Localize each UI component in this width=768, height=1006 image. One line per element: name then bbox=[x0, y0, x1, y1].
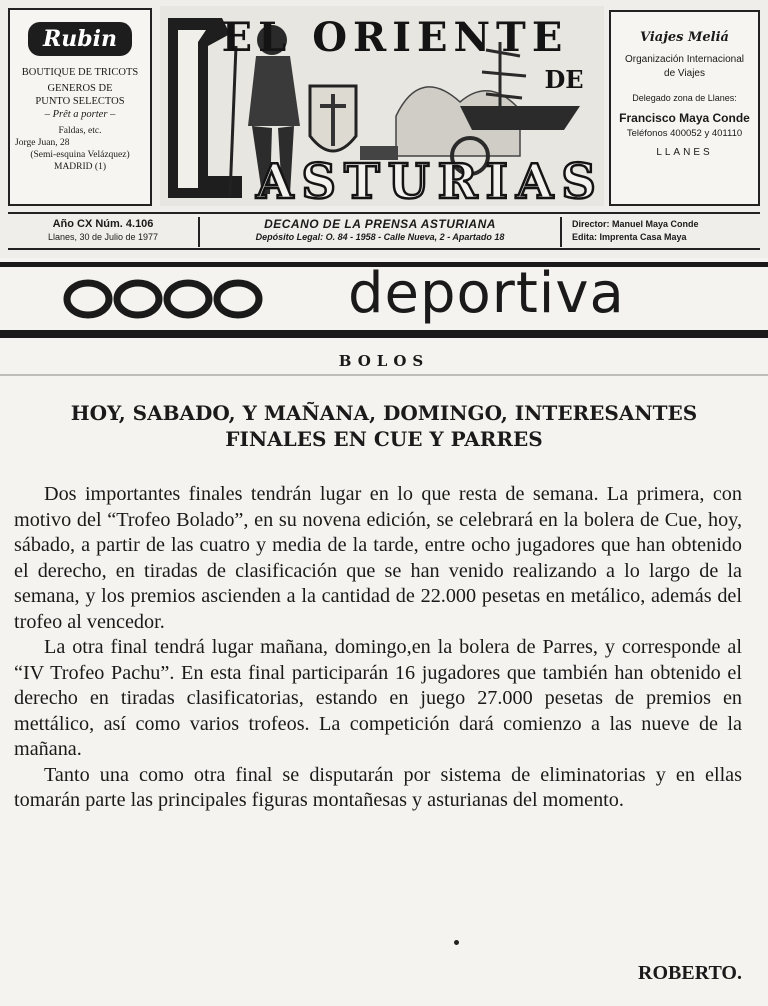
publication-info bbox=[200, 217, 562, 247]
ad-text: Delegado zona de Llanes: bbox=[632, 93, 737, 103]
ad-text: – Prêt a porter – bbox=[44, 109, 116, 120]
masthead-title-de: DE bbox=[544, 65, 584, 94]
banner-bottom-rule bbox=[0, 330, 768, 338]
section-divider bbox=[0, 374, 768, 376]
ad-text: Faldas, etc. bbox=[58, 126, 102, 136]
issue-date: Llanes, 30 de Julio de 1977 bbox=[47, 232, 159, 242]
issue-info bbox=[8, 217, 200, 247]
article-signature: ROBERTO. bbox=[638, 962, 742, 984]
section-label: BOLOS bbox=[338, 352, 430, 370]
article-paragraph: Tanto una como otra final se disputarán por sistema de eliminatorias y en ellas tomarán parte las principales figuras montañesas y asturianas del momento. bbox=[14, 763, 742, 811]
ad-text: Jorge Juan, 28 bbox=[15, 138, 70, 148]
section-banner-title: deportiva bbox=[348, 261, 625, 326]
ad-text: Organización Internacional bbox=[625, 54, 744, 65]
ad-text: MADRID (1) bbox=[54, 162, 106, 172]
ad-phones: Teléfonos 400052 y 401110 bbox=[626, 128, 743, 139]
masthead-title-top: EL ORIENTE bbox=[221, 14, 569, 61]
publication-motto: DECANO DE LA PRENSA ASTURIANA bbox=[264, 217, 496, 231]
masthead-info-bar bbox=[8, 212, 760, 250]
director: Director: Manuel Maya Conde bbox=[572, 219, 699, 229]
ad-text: (Semi-esquina Velázquez) bbox=[30, 150, 130, 160]
masthead-title-art bbox=[160, 6, 604, 206]
ad-city: LLANES bbox=[656, 147, 713, 158]
article-body bbox=[14, 482, 742, 814]
viajes-melia-advertisement bbox=[609, 10, 760, 206]
issue-number: Año CX Núm. 4.106 bbox=[52, 218, 154, 230]
separator-dot bbox=[454, 940, 459, 945]
ad-text: GENEROS DE bbox=[47, 83, 113, 94]
editorial-info bbox=[562, 217, 760, 247]
masthead bbox=[0, 0, 768, 258]
article-headline: HOY, SABADO, Y MAÑANA, DOMINGO, INTERESANTES FINALES EN CUE Y PARRES bbox=[70, 401, 698, 451]
masthead-title-bottom: ASTURIAS bbox=[256, 154, 604, 206]
ad-text: PUNTO SELECTOS bbox=[35, 96, 125, 107]
article-paragraph: La otra final tendrá lugar mañana, domingo,en la bolera de Parres, y corresponde al “IV Trofeo Pachu”. En esta final participarán 16 jugadores que también han obtenido el derecho en tiradas clasificatorias, estando en juego 27.000 pesetas de premios en mettálico, así como varios trofeos. La competición dará comienzo a las nueve de la mañana. bbox=[14, 636, 742, 760]
melia-brand: Viajes Meliá bbox=[639, 30, 729, 45]
rubin-advertisement bbox=[8, 8, 152, 206]
printer: Edita: Imprenta Casa Maya bbox=[572, 232, 687, 242]
legal-deposit: Depósito Legal: O. 84 - 1958 - Calle Nueva, 2 - Apartado 18 bbox=[255, 232, 505, 242]
delegate-name: Francisco Maya Conde bbox=[619, 111, 750, 125]
article-paragraph: Dos importantes finales tendrán lugar en lo que resta de semana. La primera, con motivo del “Trofeo Bolado”, en su novena edición, se celebrará en la bolera de Cue, hoy, sábado, a partir de las cuatro y media de la tarde, entre ocho jugadores que han obtenido el derecho, en tiradas de clasificación que se han venido realizando a lo largo de la semana, y los premios ascienden a la cantidad de 22.000 pesetas en metálico, además del trofeo al vencedor. bbox=[14, 483, 742, 633]
ad-text: de Viajes bbox=[664, 68, 705, 79]
ad-text: BOUTIQUE DE TRICOTS bbox=[21, 67, 139, 78]
olympic-rings-icon bbox=[62, 275, 266, 323]
rubin-logo: Rubin bbox=[28, 22, 132, 56]
